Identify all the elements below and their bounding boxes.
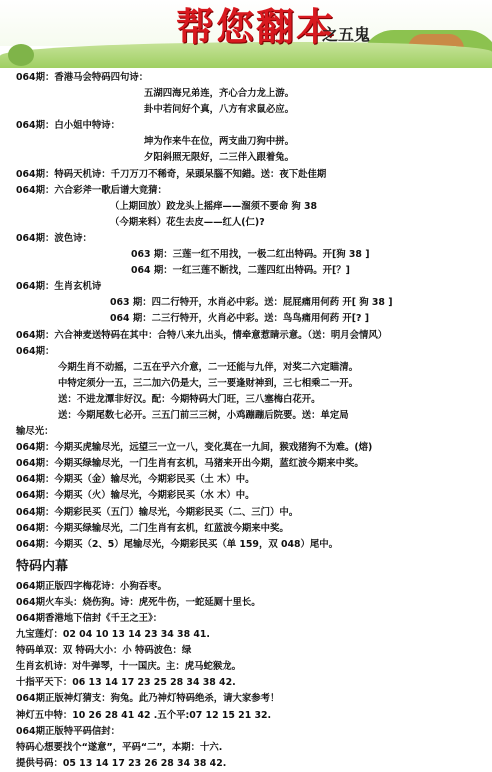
text-line: 064期：六合彩斧一歌后谱大竞猜： [16, 184, 167, 196]
text-line: 064期：今期买（金）输尽光，今期彩民买（土 木）中。 [16, 474, 255, 486]
text-line: 063 期：四二行特开，水肖必中彩。送：屁屁痛用何药 开[ 狗 38 ] [110, 297, 393, 309]
text-line: 064期：特码天机诗：千刀万刀不稀奇，呆頭呆腦不知錯。送：夜下赴佳期 [16, 168, 327, 180]
text-line: 064期：白小姐中特诗： [16, 120, 120, 132]
text-line: 064期：今期彩民买（五门）输尽光，今期彩民买（二、三门）中。 [16, 506, 299, 518]
text-line: 064期：香港马会特码四句诗： [16, 72, 149, 83]
prediction-lines [16, 70, 488, 553]
text-line: 特码单双：双 特码大小：小 特码波色：绿 [16, 645, 192, 657]
text-line: 送：不进龙潭非好汉。配：今期特码大门旺，三八塞梅白花开。 [58, 393, 321, 405]
text-line: 064期：六合神麦送特码在其中：合特八来九出头，情牵意惹睛示意。（送：明月会情风） [16, 329, 388, 341]
text-line: 064期：今期买绿输尽光，二门生肖有玄机，红蓝波今期来中奖。 [16, 522, 289, 534]
text-line: （今期来料）花生去皮——红人(仁)? [110, 216, 265, 228]
text-line: 卦中若问好个真，八方有求鼠必应。 [144, 104, 295, 116]
banner-subtitle: 之五鬼 [322, 25, 371, 44]
text-line: 064期：生肖玄机诗 [16, 281, 102, 293]
text-line: 064期： [16, 345, 55, 357]
text-line: 中特定须分一五，三二加六仍是大，三一要逢财神到，三七相乘二一开。 [58, 377, 359, 389]
section-two-lines [16, 579, 488, 772]
section-heading: 特码内幕 [16, 558, 69, 574]
banner-title: 帮您翻本 [176, 4, 337, 49]
tree-icon [8, 44, 34, 66]
text-line: 今期生肖不动摇，二五在乎六介意，二一还能与九伴，对奖二六定瞄清。 [58, 361, 359, 373]
text-line: 064期正版特平码信封： [16, 725, 120, 737]
text-line: 064 期：一红三莲不断找，二莲四红出特码。开[？] [131, 265, 350, 277]
text-line: 夕阳斜照无限好，二三伴入跟着兔。 [144, 152, 295, 164]
text-line: 生肖玄机诗：对牛弹琴，十一国庆。主：虎马蛇猴龙。 [16, 661, 242, 673]
text-line: 坤为作来牛在位，两支曲刀狗中拼。 [144, 136, 295, 148]
text-line: 特码心想要找个“遂意”，平码“二”，本期：十六. [16, 741, 223, 753]
header-banner [0, 0, 492, 68]
text-line: 063 期：三莲一红不用找，一极二红出特码。开[狗 38 ] [131, 249, 370, 261]
text-line: 五湖四海兄弟连，齐心合力龙上游。 [144, 88, 295, 100]
text-line: 064期：波色诗： [16, 232, 92, 244]
text-line: 送：今期尾数七必开。三五门前三三树，小鸡蹦蹦后院要。送：单定局 [58, 409, 349, 421]
text-line: 神灯五中特：10 26 28 41 42 .五个平:07 12 15 21 32. [16, 709, 272, 721]
main-content [16, 70, 488, 772]
text-line: 064期火车头：烧伤狗。诗：虎死牛伤，一蛇延厕十里长。 [16, 596, 261, 608]
text-line: 064期正版神灯猜支：狗兔。此乃神灯特码绝杀，请大家参考！ [16, 693, 280, 705]
text-line: 064期：今期买（2、5）尾输尽光，今期彩民买（单 159，双 048）尾中。 [16, 538, 339, 550]
text-line: 064 期：二三行特开，火肖必中彩。送：鸟鸟痛用何药 开[? ] [110, 313, 369, 325]
text-line: 064期正版四字梅花诗：小狗吞枣。 [16, 580, 167, 592]
text-line: 064期：今期买虎输尽光，远望三一立一八，变化莫在一九间，猴戏猪狗不为难。(熔) [16, 442, 373, 454]
text-line: 九宝莲灯：02 04 10 13 14 23 34 38 41. [16, 629, 210, 641]
text-line: 064期香港地下信封《千王之王》： [16, 613, 163, 624]
text-line: 064期：今期买（火）输尽光，今期彩民买（水 木）中。 [16, 490, 255, 502]
text-line: 提供号码：05 13 14 17 23 26 28 34 38 42. [16, 757, 227, 769]
text-line: 十指平天下：06 13 14 17 23 25 28 34 38 42. [16, 677, 236, 689]
text-line: 064期：今期买绿输尽光，一门生肖有玄机，马猪来开出今期，蓝红波今期来中奖。 [16, 458, 364, 470]
text-line: 输尽光： [16, 426, 54, 438]
text-line: （上期回放）跤龙头上摇痒——溜须不要命 狗 38 [110, 200, 318, 212]
